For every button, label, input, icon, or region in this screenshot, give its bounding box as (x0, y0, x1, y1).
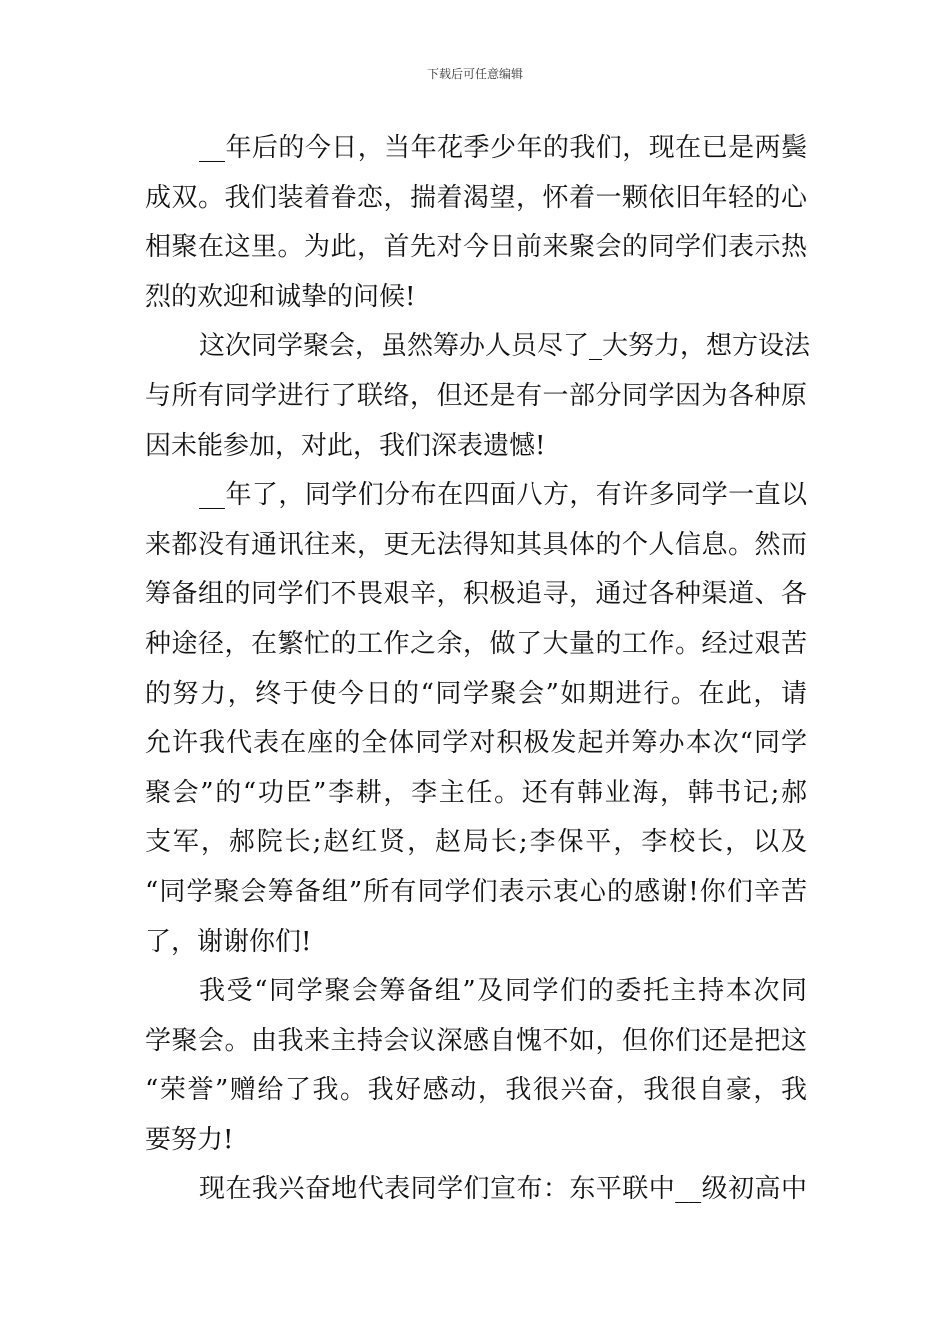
text-line: 筹备组的同学们不畏艰辛，积极追寻，通过各种渠道、各 (145, 579, 807, 610)
text-line: 现在我兴奋地代表同学们宣布：东平联中__级初高中 (199, 1174, 807, 1205)
text-line: 了，谢谢你们! (145, 926, 312, 957)
text-line: 因未能参加，对此，我们深表遗憾! (145, 430, 546, 461)
text-line: 种途径，在繁忙的工作之余，做了大量的工作。经过艰苦 (145, 628, 807, 659)
text-line: 与所有同学进行了联络，但还是有一部分同学因为各种原 (145, 380, 807, 411)
text-line: __年后的今日，当年花季少年的我们，现在已是两鬓 (199, 133, 807, 163)
document-body (145, 124, 811, 1215)
text-line: 这次同学聚会，虽然筹办人员尽了_大努力，想方设法 (199, 331, 811, 362)
text-line: 的努力，终于使今日的“同学聚会”如期进行。在此，请 (145, 678, 807, 709)
text-line: 聚会”的“功臣”李耕，李主任。还有韩业海，韩书记;郝 (145, 777, 807, 808)
text-line: “同学聚会筹备组”所有同学们表示衷心的感谢!你们辛苦 (145, 876, 807, 907)
text-line: 学聚会。由我来主持会议深感自愧不如，但你们还是把这 (145, 1025, 807, 1056)
text-line: 支军，郝院长;赵红贤，赵局长;李保平，李校长，以及 (145, 827, 807, 858)
text-line: 要努力! (145, 1124, 234, 1155)
text-line: 成双。我们装着眷恋，揣着渴望，怀着一颗依旧年轻的心 (145, 182, 807, 213)
text-line: 允许我代表在座的全体同学对积极发起并筹办本次“同学 (145, 728, 807, 759)
text-line: 来都没有通讯往来，更无法得知其具体的个人信息。然而 (145, 529, 807, 560)
text-line: 我受“同学聚会筹备组”及同学们的委托主持本次同 (199, 976, 807, 1007)
text-line: 烈的欢迎和诚挚的问候! (145, 281, 416, 312)
text-line: 相聚在这里。为此，首先对今日前来聚会的同学们表示热 (145, 232, 807, 263)
text-line: “荣誉”赠给了我。我好感动，我很兴奋，我很自豪，我 (145, 1075, 807, 1106)
text-line: __年了，同学们分布在四面八方，有许多同学一直以 (199, 480, 807, 511)
page-header: 下载后可任意编辑 (426, 67, 523, 81)
